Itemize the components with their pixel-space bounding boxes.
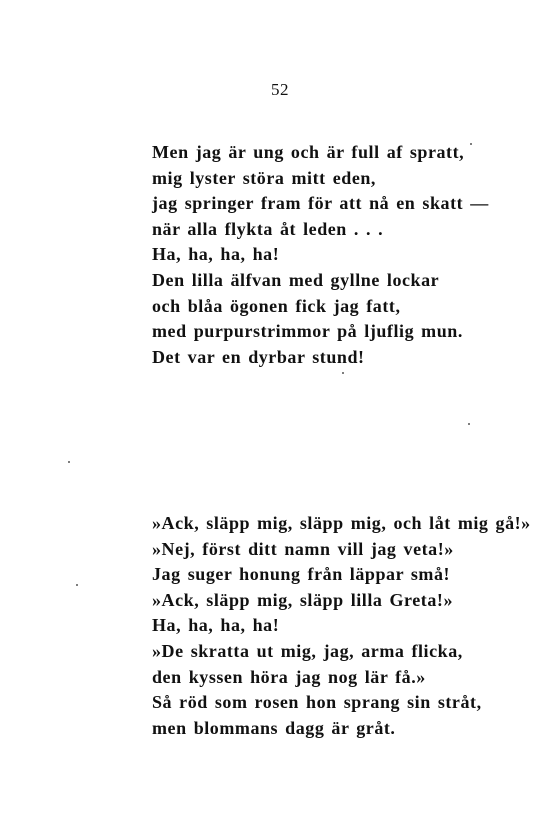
scan-speck <box>470 143 472 145</box>
poem-line: »Ack, släpp mig, släpp lilla Greta!» <box>152 589 453 610</box>
poem-line: och blåa ögonen fick jag fatt, <box>152 295 401 316</box>
poem-stanza-1 <box>152 140 489 370</box>
poem-line: Den lilla älfvan med gyllne lockar <box>152 269 440 290</box>
scan-speck <box>468 423 470 425</box>
poem-line: Men jag är ung och är full af spratt, <box>152 142 465 162</box>
poem-line: jag springer fram för att nå en skatt — <box>152 193 489 214</box>
poem-line: mig lyster störa mitt eden, <box>152 167 376 188</box>
page-number: 52 <box>271 80 289 99</box>
scan-speck <box>76 584 78 586</box>
poem-line: Det var en dyrbar stund! <box>152 346 365 367</box>
scan-speck <box>342 372 344 374</box>
poem-line: med purpurstrimmor på ljuflig mun. <box>152 321 463 342</box>
poem-line: »Nej, först ditt namn vill jag veta!» <box>152 538 454 559</box>
poem-line: den kyssen höra jag nog lär få.» <box>152 666 426 687</box>
poem-line: »De skratta ut mig, jag, arma flicka, <box>152 640 463 661</box>
poem-line: men blommans dagg är gråt. <box>152 717 396 738</box>
poem-line: Så röd som rosen hon sprang sin stråt, <box>152 692 482 713</box>
poem-line: Ha, ha, ha, ha! <box>152 615 280 636</box>
poem-line: Ha, ha, ha, ha! <box>152 244 280 265</box>
poem-line: »Ack, släpp mig, släpp mig, och låt mig gå!» <box>152 513 531 533</box>
poem-line: Jag suger honung från läppar små! <box>152 564 451 585</box>
scan-speck <box>68 461 70 463</box>
poem-line: när alla flykta åt leden . . . <box>152 218 384 239</box>
poem-stanza-2 <box>152 511 531 741</box>
